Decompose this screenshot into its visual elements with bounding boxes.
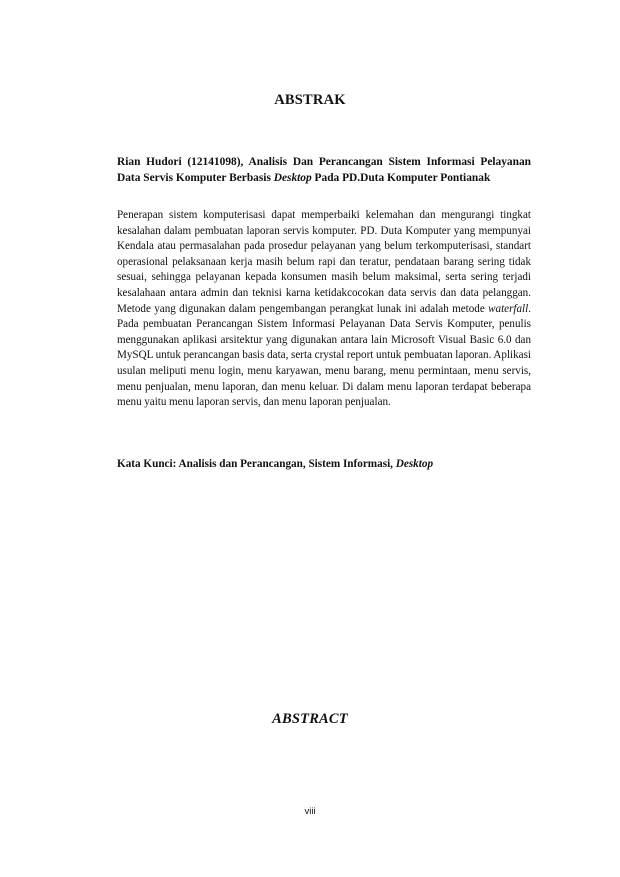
abstrak-body [117,208,531,411]
abstract-heading: ABSTRACT [272,711,348,727]
keywords-italic: Desktop [395,458,434,470]
abstrak-body-italic: waterfall [488,302,529,315]
author-title-text: Rian Hudori (12141098), Analisis Dan Perancangan Sistem Informasi Pelayanan Data Servis Komputer Berbasis [117,156,531,184]
author-title-italic: Desktop [273,171,312,184]
keywords-text: Kata Kunci: Analisis dan Perancangan, Sistem Informasi, [117,458,396,470]
abstrak-body-part2: . Pada pembuatan Perancangan Sistem Informasi Pelayanan Data Servis Komputer, penulis menggunakan aplikasi arsitektur yang digunakan antara lain Microsoft Visual Basic 6.0 dan MySQL untuk perancangan basis data, serta crystal report untuk pembuatan laporan. Aplikasi usulan meliputi menu login, menu karyawan, menu barang, menu permintaan, menu servis, menu penjualan, menu laporan, dan menu keluar. Di dalam menu laporan terdapat beberapa menu yaitu menu laporan servis, dan menu laporan penjualan. [117,302,531,409]
keywords-line [117,457,531,473]
abstrak-heading: ABSTRAK [274,92,346,108]
abstrak-body-part1: Penerapan sistem komputerisasi dapat memperbaiki kelemahan dan mengurangi tingkat kesalahan dalam pembuatan laporan servis komputer. PD. Duta Komputer yang mempunyai Kendala atau permasalahan pada prosedur pelayanan yang belum terkomputerisasi, standart operasional pelaksanaan kerja masih belum rapi dan teratur, pendataan barang sering tidak sesuai, sehingga pelayanan kepada konsumen masih belum maksimal, serta sering terjadi kesalahaan antara admin dan teknisi karna ketidakcocokan data servis dan data pelanggan. Metode yang digunakan dalam pengembangan perangkat lunak ini adalah metode [117,209,531,315]
page-number: viii [304,806,316,817]
author-title-block [117,155,531,186]
author-title-tail: Pada PD.Duta Komputer Pontianak [311,171,491,184]
